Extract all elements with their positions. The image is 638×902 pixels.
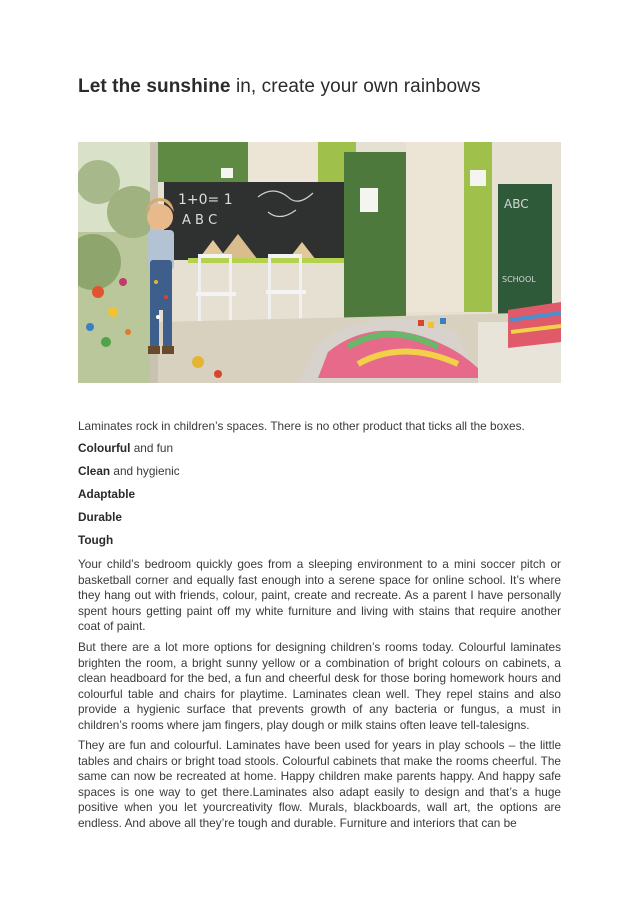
title-bold: Let the sunshine [78,76,231,97]
feature-tough [78,533,113,547]
body-paragraph-3 [78,738,561,832]
feature-bold: Tough [78,533,114,547]
intro-text [78,419,561,435]
chalk-abc: A B C [182,213,218,228]
wall-abc: ABC [504,197,529,211]
feature-adaptable [78,487,135,501]
feature-colourful [78,441,173,455]
chalk-sum: 1+0= 1 [178,192,233,208]
feature-rest: and hygienic [110,464,180,478]
intro-paragraph: Laminates rock in children’s spaces. There is no other product that ticks all the boxes. [78,419,525,433]
kids-room-photo [78,142,561,383]
paragraph-text: But there are a lot more options for designing children’s rooms today. Colourful laminates brighten the room, a bright sunny yellow or a combination of bright colours on cabinets, a clean headboard for the bed, a fun and cheerful desk for those boring homework hours and colourful table and chairs for playtime. Laminates clean well. They repel stains and also provide a hygienic surface that prevents growth of any bacteria or fungus, a must in children’s rooms where jam fingers, play dough or milk stains often leave tell-talesigns. [78,640,561,732]
paragraph-text: Your child’s bedroom quickly goes from a sleeping environment to a mini soccer pitch or basketball corner and equally fast enough into a serene space for online school. It’s where they hang out with friends, colour, paint, create and recreate. As a parent I have personally spent hours getting paint off my white furniture and living with stains that require another coat of paint. [78,557,561,634]
feature-bold: Clean [78,464,111,478]
feature-clean [78,464,180,478]
body-paragraph-1 [78,557,561,635]
feature-bold: Durable [78,510,122,524]
feature-bold: Adaptable [78,487,136,501]
title-rest: in, create your own rainbows [230,76,481,97]
body-paragraph-2 [78,640,561,734]
paragraph-text: They are fun and colourful. Laminates have been used for years in play schools – the little tables and chairs or bright toad stools. Colourful cabinets that make the rooms cheerful. The same can now be recreated at home. Happy children make parents happy. And happy safe spaces is one way to get there.Laminates also adapt easily to design and that’s a huge positive when you let yourcreativity flow. Murals, blackboards, wall art, the options are endless. And above all they’re tough and durable. Furniture and interiors that can be [78,738,561,830]
wall-school: SCHOOL [502,275,536,284]
feature-bold: Colourful [78,441,131,455]
page-title [78,76,481,98]
feature-durable [78,510,122,524]
feature-rest: and fun [130,441,174,455]
